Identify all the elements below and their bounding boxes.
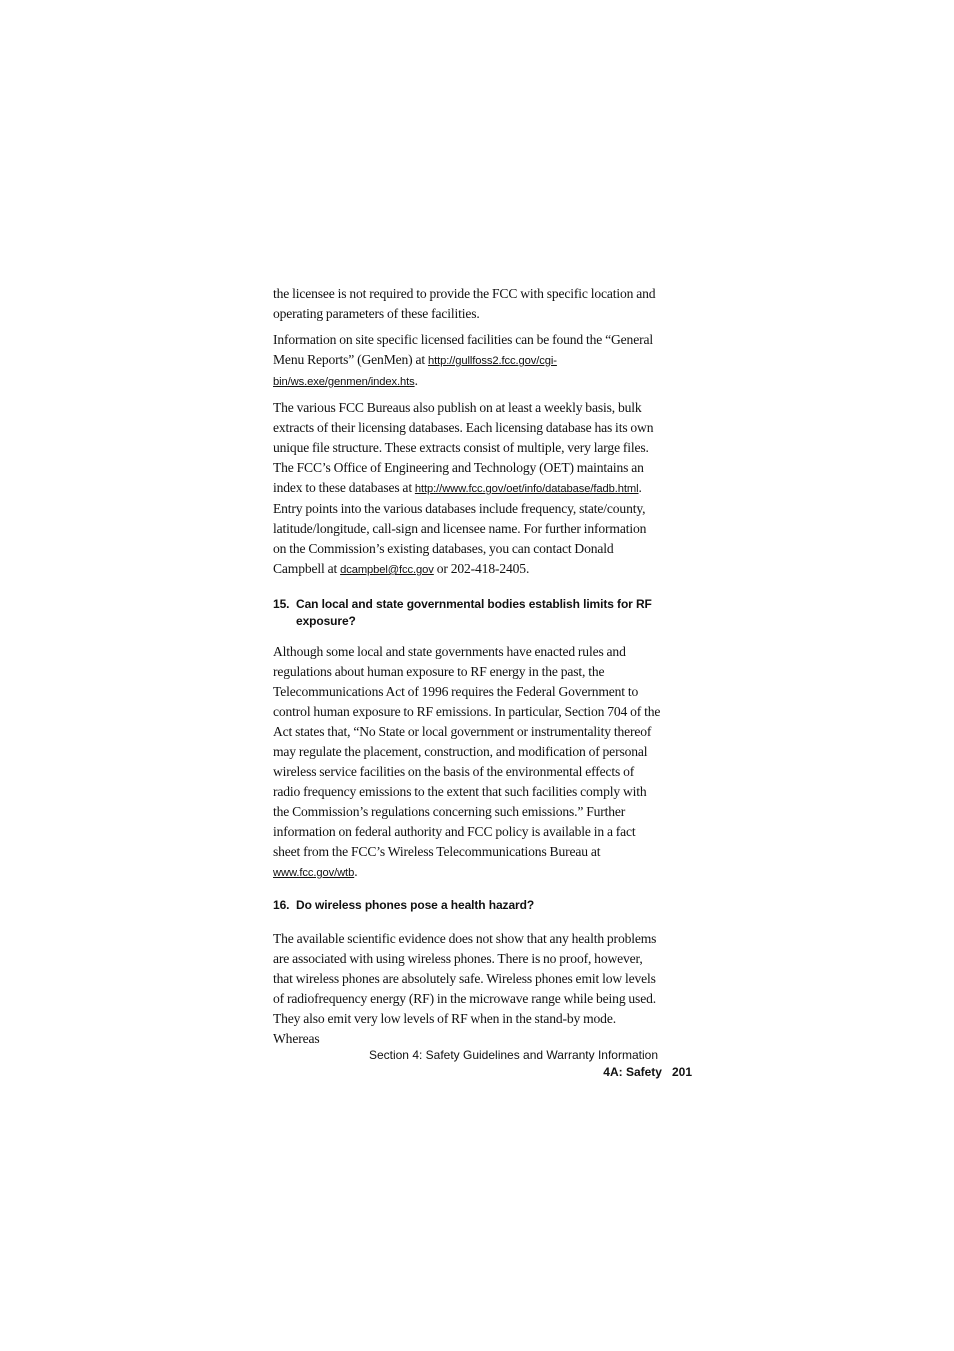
paragraph-text: The various FCC Bureaus also publish on at least a weekly basis, bulk extracts of their licensing databases. Each licensing database has its own unique file structure. These extracts consist of multiple, very large files. The FCC’s Office of Engineering and Technology (OET) maintains an index to these databases at [273,400,654,495]
page-body [273,284,662,1055]
question-heading-16 [273,897,662,914]
footer-chapter: 4A: Safety [603,1065,662,1079]
paragraph-text: Although some local and state governments have enacted rules and regulations about human exposure to RF energy in the past, the Telecommunications Act of 1996 requires the Federal Government to control human exposure to RF emissions. In particular, Section 704 of the Act states that, “No State or local government or instrumentality thereof may regulate the placement, construction, and modification of personal wireless service facilities on the basis of the environmental effects of radio frequency emissions to the extent that such facilities comply with the Commission’s regulations concerning such emissions.” Further information on federal authority and FCC policy is available in a fact sheet from the FCC’s Wireless Telecommunications Bureau at [273,644,661,859]
genmen-link[interactable]: http://gullfoss2.fcc.gov/cgi-bin/ws.exe/genmen/index.hts [273,355,557,388]
oet-database-link[interactable]: http://www.fcc.gov/oet/info/database/fadb.html [414,483,639,495]
punctuation: . [414,373,418,388]
page-number: 201 [671,1065,692,1079]
paragraph-health-hazard [273,929,662,1049]
email-link[interactable]: dcampbel@fcc.gov [340,564,434,576]
footer-chapter-line [300,1064,692,1081]
paragraph-text: . Entry points into the various databases include frequency, state/county, latitude/longitude, call-sign and licensee name. For further information on the Commission’s existing databases, you can contact Donald Campbell at [273,480,647,576]
paragraph-databases [273,398,662,580]
paragraph-local-state [273,642,662,883]
question-text: Do wireless phones pose a health hazard? [296,898,535,912]
wtb-link[interactable]: www.fcc.gov/wtb [273,867,355,879]
paragraph-text: Information on site specific licensed facilities can be found the “General Menu Reports” (GenMen) at [273,332,653,367]
question-text: Can local and state governmental bodies establish limits for RF exposure? [296,597,652,628]
punctuation: . [354,864,358,879]
page-footer [300,1047,692,1081]
paragraph-text: or 202-418-2405. [433,561,530,576]
question-number: 16. [273,898,290,912]
footer-section-title: Section 4: Safety Guidelines and Warranty Information [368,1048,658,1062]
paragraph-genmen [273,330,662,392]
paragraph-licensee [273,284,662,324]
question-heading-15 [273,596,662,630]
paragraph-text: The available scientific evidence does not show that any health problems are associated with using wireless phones. There is no proof, however, that wireless phones are absolutely safe. Wireless phones emit low levels of radiofrequency energy (RF) in the microwave range while being used. They also emit very low levels of RF when in the stand-by mode. Whereas [273,931,657,1046]
paragraph-text: the licensee is not required to provide the FCC with specific location and operating parameters of these facilities. [273,286,656,321]
question-number: 15. [273,597,290,611]
